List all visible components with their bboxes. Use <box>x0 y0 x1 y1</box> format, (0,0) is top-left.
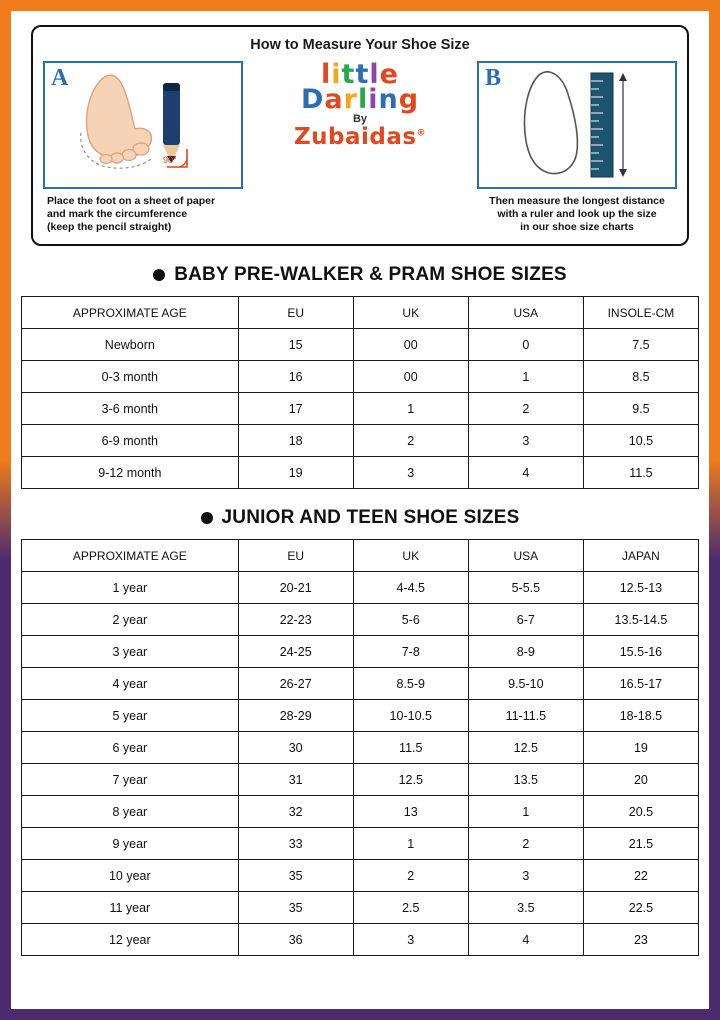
table-header-row <box>22 297 699 329</box>
cell-eu: 31 <box>238 764 353 796</box>
bullet-dot-icon <box>153 269 165 281</box>
cell-usa: 4 <box>468 457 583 489</box>
foot-outline-with-ruler-icon <box>479 63 675 187</box>
table-row <box>22 828 699 860</box>
table-row <box>22 425 699 457</box>
cell-eu: 30 <box>238 732 353 764</box>
cell-eu: 24-25 <box>238 636 353 668</box>
page-content <box>11 11 709 1009</box>
cell-eu: 20-21 <box>238 572 353 604</box>
cell-usa: 13.5 <box>468 764 583 796</box>
cell-eu: 17 <box>238 393 353 425</box>
cell-japan: 13.5-14.5 <box>583 604 698 636</box>
cell-usa: 3 <box>468 860 583 892</box>
table-row <box>22 668 699 700</box>
cell-usa: 4 <box>468 924 583 956</box>
section-heading-junior <box>19 507 701 529</box>
column-header-japan: JAPAN <box>583 540 698 572</box>
step-b-caption: Then measure the longest distance with a ruler and look up the size in our shoe size charts <box>489 195 665 234</box>
cell-eu: 32 <box>238 796 353 828</box>
cell-uk: 4-4.5 <box>353 572 468 604</box>
table-row <box>22 764 699 796</box>
cell-eu: 16 <box>238 361 353 393</box>
cell-age: 11 year <box>22 892 239 924</box>
cell-japan: 22.5 <box>583 892 698 924</box>
cell-insole: 10.5 <box>583 425 698 457</box>
cell-japan: 20.5 <box>583 796 698 828</box>
cell-uk: 7-8 <box>353 636 468 668</box>
foot-and-pencil-icon <box>45 63 241 187</box>
column-header-insole: INSOLE-CM <box>583 297 698 329</box>
page-border-top <box>0 0 720 11</box>
cell-age: 8 year <box>22 796 239 828</box>
cell-usa: 8-9 <box>468 636 583 668</box>
cell-uk: 2 <box>353 425 468 457</box>
column-header-age: APPROXIMATE AGE <box>22 297 239 329</box>
cell-usa: 9.5-10 <box>468 668 583 700</box>
cell-japan: 20 <box>583 764 698 796</box>
cell-uk: 10-10.5 <box>353 700 468 732</box>
cell-japan: 22 <box>583 860 698 892</box>
column-header-uk: UK <box>353 297 468 329</box>
cell-eu: 28-29 <box>238 700 353 732</box>
cell-usa: 6-7 <box>468 604 583 636</box>
cell-japan: 12.5-13 <box>583 572 698 604</box>
cell-eu: 35 <box>238 860 353 892</box>
baby-size-table <box>21 296 699 489</box>
ruler-measure-illustration <box>477 61 677 189</box>
cell-uk: 00 <box>353 329 468 361</box>
cell-japan: 18-18.5 <box>583 700 698 732</box>
table-row <box>22 572 699 604</box>
cell-insole: 7.5 <box>583 329 698 361</box>
page-border-left <box>0 0 11 1020</box>
cell-uk: 5-6 <box>353 604 468 636</box>
table-row <box>22 860 699 892</box>
table-row <box>22 732 699 764</box>
how-to-measure-row <box>43 61 677 234</box>
cell-age: 0-3 month <box>22 361 239 393</box>
cell-eu: 26-27 <box>238 668 353 700</box>
cell-insole: 9.5 <box>583 393 698 425</box>
table-row <box>22 329 699 361</box>
foot-outline-illustration <box>43 61 243 189</box>
column-header-usa: USA <box>468 297 583 329</box>
cell-uk: 8.5-9 <box>353 668 468 700</box>
step-b-letter: B <box>485 65 502 91</box>
angle-label: 90° <box>163 155 177 165</box>
logo-line-darling: Darling <box>300 84 420 115</box>
cell-age: 2 year <box>22 604 239 636</box>
cell-usa: 2 <box>468 828 583 860</box>
cell-age: 9 year <box>22 828 239 860</box>
measure-step-a <box>43 61 243 234</box>
cell-uk: 3 <box>353 457 468 489</box>
cell-japan: 19 <box>583 732 698 764</box>
cell-eu: 35 <box>238 892 353 924</box>
little-darling-logo <box>294 61 426 149</box>
column-header-eu: EU <box>238 297 353 329</box>
cell-age: 3-6 month <box>22 393 239 425</box>
table-row <box>22 361 699 393</box>
cell-uk: 13 <box>353 796 468 828</box>
cell-japan: 16.5-17 <box>583 668 698 700</box>
cell-age: 6 year <box>22 732 239 764</box>
step-a-caption: Place the foot on a sheet of paper and mark the circumference (keep the pencil straight) <box>47 195 216 234</box>
cell-usa: 2 <box>468 393 583 425</box>
table-row <box>22 924 699 956</box>
junior-table-wrap <box>19 539 701 956</box>
table-row <box>22 604 699 636</box>
table-row <box>22 796 699 828</box>
logo-line-little: little <box>321 59 399 90</box>
cell-usa: 1 <box>468 796 583 828</box>
cell-age: 5 year <box>22 700 239 732</box>
logo-brand-name: Zubaidas® <box>293 124 427 150</box>
cell-uk: 11.5 <box>353 732 468 764</box>
cell-usa: 1 <box>468 361 583 393</box>
cell-age: 9-12 month <box>22 457 239 489</box>
cell-age: 1 year <box>22 572 239 604</box>
column-header-usa: USA <box>468 540 583 572</box>
measure-step-b <box>477 61 677 234</box>
table-row <box>22 700 699 732</box>
baby-table-wrap <box>19 296 701 489</box>
junior-size-table <box>21 539 699 956</box>
page-border-right <box>709 0 720 1020</box>
cell-age: 4 year <box>22 668 239 700</box>
junior-section-title: JUNIOR AND TEEN SHOE SIZES <box>221 507 520 529</box>
cell-eu: 19 <box>238 457 353 489</box>
cell-japan: 21.5 <box>583 828 698 860</box>
section-heading-baby <box>19 264 701 286</box>
cell-usa: 11-11.5 <box>468 700 583 732</box>
cell-usa: 3 <box>468 425 583 457</box>
cell-age: 12 year <box>22 924 239 956</box>
cell-usa: 12.5 <box>468 732 583 764</box>
cell-eu: 18 <box>238 425 353 457</box>
cell-age: Newborn <box>22 329 239 361</box>
step-a-letter: A <box>51 65 69 91</box>
cell-eu: 36 <box>238 924 353 956</box>
table-row <box>22 636 699 668</box>
table-row <box>22 393 699 425</box>
cell-uk: 2 <box>353 860 468 892</box>
column-header-age: APPROXIMATE AGE <box>22 540 239 572</box>
cell-age: 7 year <box>22 764 239 796</box>
cell-age: 3 year <box>22 636 239 668</box>
cell-usa: 5-5.5 <box>468 572 583 604</box>
cell-age: 10 year <box>22 860 239 892</box>
baby-section-title: BABY PRE-WALKER & PRAM SHOE SIZES <box>174 264 567 286</box>
cell-age: 6-9 month <box>22 425 239 457</box>
how-to-measure-panel <box>31 25 689 246</box>
page-border-bottom <box>0 1009 720 1020</box>
cell-uk: 2.5 <box>353 892 468 924</box>
bullet-dot-icon <box>201 512 213 524</box>
table-row <box>22 457 699 489</box>
cell-japan: 15.5-16 <box>583 636 698 668</box>
cell-usa: 3.5 <box>468 892 583 924</box>
cell-uk: 1 <box>353 828 468 860</box>
how-to-measure-title: How to Measure Your Shoe Size <box>250 37 470 53</box>
column-header-uk: UK <box>353 540 468 572</box>
cell-eu: 15 <box>238 329 353 361</box>
table-header-row <box>22 540 699 572</box>
cell-japan: 23 <box>583 924 698 956</box>
cell-uk: 1 <box>353 393 468 425</box>
cell-insole: 11.5 <box>583 457 698 489</box>
cell-eu: 22-23 <box>238 604 353 636</box>
table-row <box>22 892 699 924</box>
cell-uk: 3 <box>353 924 468 956</box>
brand-logo-block <box>249 61 471 149</box>
logo-by-label: By <box>352 113 368 125</box>
cell-uk: 00 <box>353 361 468 393</box>
cell-eu: 33 <box>238 828 353 860</box>
cell-usa: 0 <box>468 329 583 361</box>
cell-uk: 12.5 <box>353 764 468 796</box>
cell-insole: 8.5 <box>583 361 698 393</box>
column-header-eu: EU <box>238 540 353 572</box>
